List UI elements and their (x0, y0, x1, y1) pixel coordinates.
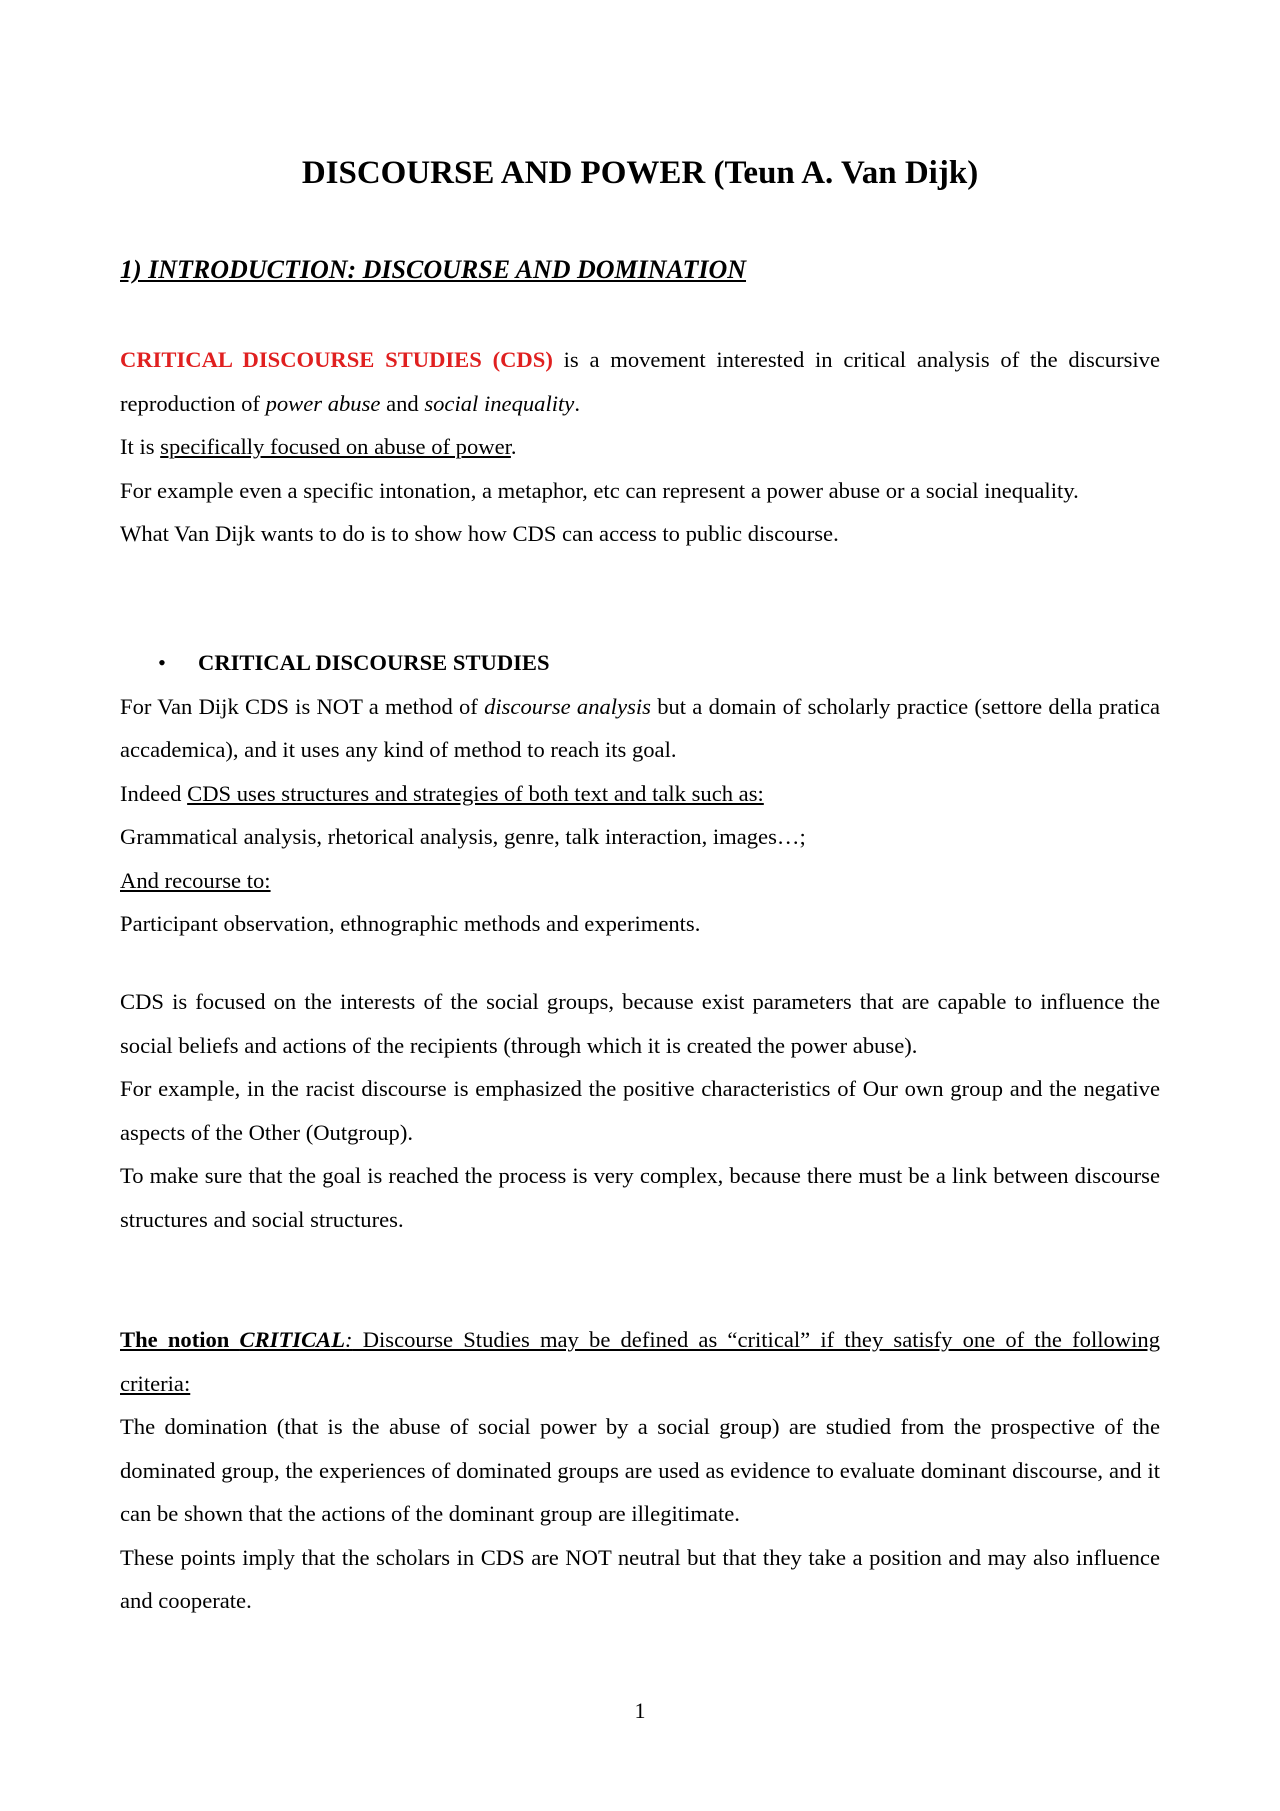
page-number: 1 (634, 1698, 646, 1723)
document-title: DISCOURSE AND POWER (Teun A. Van Dijk) (301, 155, 979, 191)
groups-block (120, 980, 1160, 1241)
critical-block (120, 1318, 1160, 1623)
paragraph-interests: CDS is focused on the interests of the social groups, because exist parameters that are capable to influence the social beliefs and actions of the recipients (through which it is created the power abuse). (120, 989, 1160, 1058)
bullet-label: CRITICAL DISCOURSE STUDIES (198, 650, 550, 675)
power-abuse-term: power abuse (265, 390, 381, 416)
paragraph-analysis-list: Grammatical analysis, rhetorical analysis, genre, talk interaction, images…; (120, 824, 806, 849)
paragraph-method: For Van Dijk CDS is NOT a method of discourse analysis but a domain of scholarly practice (settore della pratica accademica), and it uses any kind of method to reach its goal. (120, 693, 1160, 762)
recourse-underlined: And recourse to: (120, 867, 271, 893)
paragraph-structures: Indeed CDS uses structures and strategies of both text and talk such as: (120, 780, 764, 806)
intro-block (120, 338, 1160, 556)
bullet-icon: • (158, 650, 166, 675)
discourse-analysis-term: discourse analysis (484, 693, 651, 719)
critical-term: CRITICAL (239, 1327, 346, 1352)
paragraph-observation: Participant observation, ethnographic methods and experiments. (120, 911, 701, 936)
cds-label: CRITICAL DISCOURSE STUDIES (CDS) (120, 347, 553, 372)
social-inequality-term: social inequality (424, 390, 575, 416)
cds-block (120, 641, 1160, 946)
structures-underlined: CDS uses structures and strategies of both text and talk such as: (187, 780, 764, 806)
bullet-item-cds (120, 641, 1160, 685)
paragraph-racist-example: For example, in the racist discourse is emphasized the positive characteristics of Our own group and the negative aspects of the Other (Outgroup). (120, 1076, 1160, 1145)
paragraph-domination: The domination (that is the abuse of social power by a social group) are studied from the prospective of the dominated group, the experiences of dominated groups are used as evidence to evaluate dominant discourse, and it can be shown that the actions of the dominant group are illegitimate. (120, 1414, 1160, 1526)
section-heading: 1) INTRODUCTION: DISCOURSE AND DOMINATION (120, 255, 747, 284)
paragraph-notion-critical: The notion CRITICAL: Discourse Studies may be defined as “critical” if they satisfy one of the following criteria: (120, 1327, 1160, 1396)
paragraph-focus: It is specifically focused on abuse of power. (120, 434, 517, 459)
paragraph-process: To make sure that the goal is reached the process is very complex, because there must be a link between discourse structures and social structures. (120, 1163, 1160, 1232)
paragraph-neutrality: These points imply that the scholars in CDS are NOT neutral but that they take a position and may also influence and cooperate. (120, 1544, 1160, 1613)
paragraph-cds-definition: CRITICAL DISCOURSE STUDIES (CDS) is a movement interested in critical analysis of the discursive reproduction of power abuse and social inequality. (120, 347, 1160, 416)
paragraph-aim: What Van Dijk wants to do is to show how CDS can access to public discourse. (120, 521, 839, 546)
focus-underlined: specifically focused on abuse of power (160, 434, 511, 459)
paragraph-example: For example even a specific intonation, a metaphor, etc can represent a power abuse or a social inequality. (120, 477, 1079, 503)
paragraph-recourse (120, 859, 1160, 903)
